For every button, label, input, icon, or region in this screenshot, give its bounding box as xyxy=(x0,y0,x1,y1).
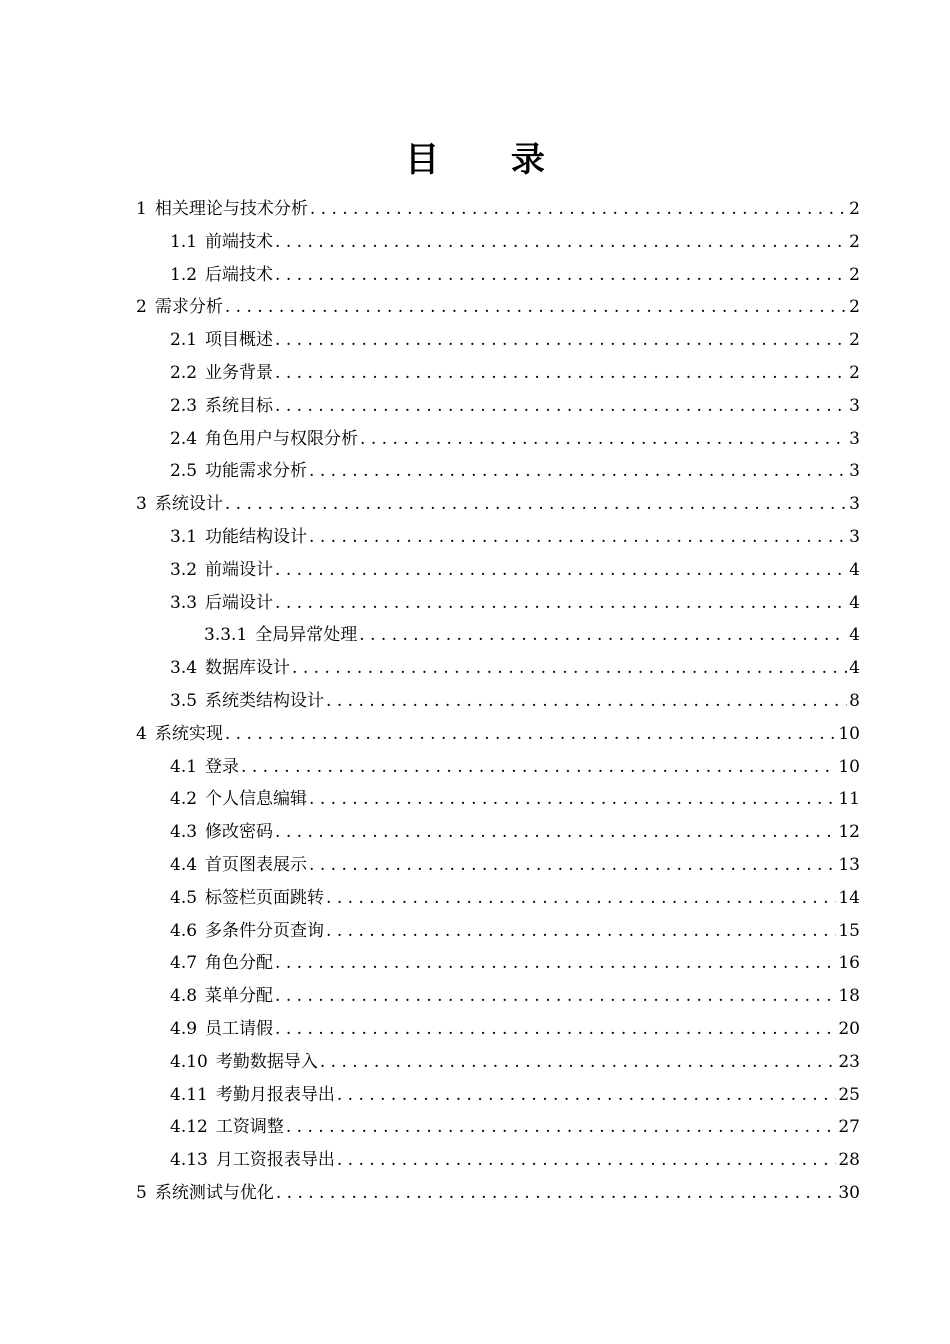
toc-dot-leader xyxy=(275,816,836,849)
toc-entry-title: 前端技术 xyxy=(205,231,274,252)
toc-entry-title: 数据库设计 xyxy=(205,658,291,679)
toc-entry-title: 业务背景 xyxy=(205,363,274,383)
toc-entry-title: 相关理论与技术分析 xyxy=(154,199,308,219)
toc-dot-leader xyxy=(276,1177,837,1210)
toc-entry-page-number: 12 xyxy=(838,822,860,843)
toc-entry-title: 系统类结构设计 xyxy=(205,691,325,711)
toc-dot-leader xyxy=(275,324,847,357)
toc-dot-leader xyxy=(275,947,836,980)
toc-dot-leader xyxy=(359,619,847,652)
toc-entry-page-number: 2 xyxy=(849,231,860,252)
toc-entry-number: 4.10 xyxy=(170,1051,208,1072)
toc-entry[interactable] xyxy=(204,619,860,652)
toc-entry-number: 4.11 xyxy=(170,1084,208,1105)
toc-entry[interactable] xyxy=(170,423,860,456)
toc-entry-number: 3.1 xyxy=(170,527,198,547)
toc-entry[interactable] xyxy=(170,1079,860,1112)
toc-entry-title: 考勤月报表导出 xyxy=(215,1084,335,1105)
toc-entry[interactable] xyxy=(170,849,860,882)
toc-entry-title: 标签栏页面跳转 xyxy=(205,887,325,908)
toc-dot-leader xyxy=(309,521,847,554)
toc-entry-title: 修改密码 xyxy=(205,822,274,843)
toc-entry[interactable] xyxy=(170,947,860,980)
toc-entry-page-number: 14 xyxy=(838,887,860,908)
toc-entry-title: 角色分配 xyxy=(205,953,274,974)
toc-entry-title: 系统测试与优化 xyxy=(154,1183,274,1203)
toc-entry-title: 菜单分配 xyxy=(205,986,274,1007)
toc-entry-title: 员工请假 xyxy=(205,1019,274,1039)
toc-dot-leader xyxy=(360,423,847,456)
toc-dot-leader xyxy=(275,390,847,423)
toc-entry[interactable] xyxy=(170,816,860,849)
toc-entry[interactable] xyxy=(170,685,860,718)
toc-entry-page-number: 3 xyxy=(849,461,860,482)
toc-dot-leader xyxy=(241,751,836,784)
toc-entry-number: 5 xyxy=(136,1183,147,1203)
toc-entry-number: 1.1 xyxy=(170,231,198,252)
toc-entry[interactable] xyxy=(170,1013,860,1046)
toc-entry-title: 系统目标 xyxy=(205,395,274,416)
toc-dot-leader xyxy=(326,915,836,948)
toc-entry-title: 考勤数据导入 xyxy=(215,1051,318,1072)
toc-dot-leader xyxy=(309,455,847,488)
toc-entry-number: 1.2 xyxy=(170,264,198,285)
toc-entry-number: 1 xyxy=(136,199,147,219)
toc-entry[interactable] xyxy=(170,915,860,948)
toc-dot-leader xyxy=(286,1111,837,1144)
toc-entry[interactable] xyxy=(170,980,860,1013)
toc-entry[interactable] xyxy=(170,554,860,587)
toc-dot-leader xyxy=(225,718,837,751)
toc-entry-page-number: 10 xyxy=(838,723,860,744)
toc-entry[interactable] xyxy=(170,751,860,784)
toc-dot-leader xyxy=(275,587,847,620)
toc-entry-page-number: 27 xyxy=(838,1117,860,1138)
toc-entry-page-number: 10 xyxy=(838,756,860,777)
toc-entry-number: 4.2 xyxy=(170,789,198,810)
toc-entry-number: 2.4 xyxy=(170,428,198,449)
toc-entry[interactable] xyxy=(170,259,860,292)
toc-entry-title: 系统设计 xyxy=(154,494,223,515)
toc-entry-number: 4.1 xyxy=(170,756,198,777)
toc-dot-leader xyxy=(337,1079,837,1112)
toc-entry[interactable] xyxy=(170,882,860,915)
toc-dot-leader xyxy=(310,193,847,226)
toc-entry[interactable] xyxy=(170,587,860,620)
toc-entry-page-number: 2 xyxy=(849,330,860,351)
toc-dot-leader xyxy=(292,652,847,685)
toc-entry-number: 2.5 xyxy=(170,461,198,482)
toc-entry-page-number: 11 xyxy=(838,789,860,810)
toc-entry-page-number: 30 xyxy=(838,1183,860,1203)
toc-entry-number: 3.2 xyxy=(170,559,198,580)
toc-title: 目 录 xyxy=(405,140,575,180)
toc-entry-page-number: 16 xyxy=(838,953,860,974)
toc-entry[interactable] xyxy=(170,455,860,488)
toc-entry[interactable] xyxy=(136,1177,860,1210)
toc-entry-title: 多条件分页查询 xyxy=(205,920,325,941)
toc-entry-number: 3.3 xyxy=(170,592,198,613)
toc-dot-leader xyxy=(337,1144,837,1177)
toc-dot-leader xyxy=(320,1046,837,1079)
toc-entry-number: 4.7 xyxy=(170,953,198,974)
toc-entry-title: 需求分析 xyxy=(154,297,223,318)
toc-entry-title: 后端设计 xyxy=(205,592,274,613)
toc-entry[interactable] xyxy=(136,291,860,324)
toc-entry-page-number: 13 xyxy=(838,855,860,875)
toc-entry[interactable] xyxy=(136,488,860,521)
toc-entry[interactable] xyxy=(170,357,860,390)
toc-entry-number: 4.5 xyxy=(170,887,198,908)
toc-entry-number: 3 xyxy=(136,494,147,515)
toc-entry-page-number: 8 xyxy=(849,691,860,711)
toc-entry-page-number: 2 xyxy=(849,297,860,318)
toc-entry-number: 4.4 xyxy=(170,855,198,875)
toc-entry[interactable] xyxy=(136,718,860,751)
toc-entry-number: 4.6 xyxy=(170,920,198,941)
toc-entry-title: 登录 xyxy=(205,756,240,777)
toc-entry-title: 首页图表展示 xyxy=(205,855,308,875)
toc-dot-leader xyxy=(326,685,847,718)
toc-entry-title: 功能需求分析 xyxy=(205,461,308,482)
toc-dot-leader xyxy=(225,291,847,324)
toc-entry-page-number: 15 xyxy=(838,920,860,941)
toc-entry-number: 3.3.1 xyxy=(204,625,248,646)
toc-entry[interactable] xyxy=(170,652,860,685)
toc-entry-page-number: 4 xyxy=(849,625,860,646)
toc-dot-leader xyxy=(309,849,836,882)
toc-entry[interactable] xyxy=(170,1144,860,1177)
toc-entry[interactable] xyxy=(170,783,860,816)
toc-entry-page-number: 4 xyxy=(849,658,860,679)
toc-entry-number: 2.2 xyxy=(170,363,198,383)
toc-entry-title: 月工资报表导出 xyxy=(215,1150,335,1171)
toc-dot-leader xyxy=(275,357,847,390)
toc-dot-leader xyxy=(275,980,836,1013)
toc-entry-page-number: 2 xyxy=(849,199,860,219)
toc-entry-number: 2 xyxy=(136,297,147,318)
toc-dot-leader xyxy=(275,259,847,292)
toc-dot-leader xyxy=(225,488,847,521)
toc-entry-page-number: 28 xyxy=(838,1150,860,1171)
toc-entry-page-number: 4 xyxy=(849,592,860,613)
toc-entry-page-number: 3 xyxy=(849,527,860,547)
toc-entry-page-number: 3 xyxy=(849,395,860,416)
toc-entry-title: 系统实现 xyxy=(154,723,223,744)
toc-entry-number: 3.5 xyxy=(170,691,198,711)
toc-entry-number: 4.13 xyxy=(170,1150,208,1171)
toc-entry[interactable] xyxy=(170,521,860,554)
toc-dot-leader xyxy=(275,1013,836,1046)
toc-entry-title: 角色用户与权限分析 xyxy=(205,428,359,449)
toc-entry-title: 后端技术 xyxy=(205,264,274,285)
toc-entry[interactable] xyxy=(136,193,860,226)
toc-entry-number: 4.3 xyxy=(170,822,198,843)
toc-entry-number: 4 xyxy=(136,723,147,744)
toc-entry-page-number: 18 xyxy=(838,986,860,1007)
toc-entry-title: 前端设计 xyxy=(205,559,274,580)
toc-entry[interactable] xyxy=(170,226,860,259)
toc-entry-page-number: 20 xyxy=(838,1019,860,1039)
toc-entry-title: 项目概述 xyxy=(205,330,274,351)
toc-dot-leader xyxy=(326,882,836,915)
toc-entry-page-number: 3 xyxy=(849,428,860,449)
toc-dot-leader xyxy=(309,783,836,816)
toc-entry[interactable] xyxy=(170,1046,860,1079)
toc-entry-page-number: 4 xyxy=(849,559,860,580)
toc-entry-page-number: 2 xyxy=(849,363,860,383)
toc-entry-title: 工资调整 xyxy=(215,1117,284,1138)
toc-entry-page-number: 2 xyxy=(849,264,860,285)
toc-entry[interactable] xyxy=(170,1111,860,1144)
toc-entry-number: 4.12 xyxy=(170,1117,208,1138)
toc-entry-number: 4.8 xyxy=(170,986,198,1007)
toc-entry-page-number: 23 xyxy=(838,1051,860,1072)
toc-entry-number: 4.9 xyxy=(170,1019,198,1039)
toc-entry-page-number: 3 xyxy=(849,494,860,515)
toc-entry-number: 2.3 xyxy=(170,395,198,416)
toc-entry-page-number: 25 xyxy=(838,1084,860,1105)
toc-entry-title: 功能结构设计 xyxy=(205,527,308,547)
toc-entry[interactable] xyxy=(170,390,860,423)
toc-dot-leader xyxy=(275,554,847,587)
toc-dot-leader xyxy=(275,226,847,259)
toc-entry-number: 3.4 xyxy=(170,658,198,679)
toc-entry-number: 2.1 xyxy=(170,330,198,351)
toc-entry-title: 全局异常处理 xyxy=(255,625,358,646)
toc-entry-title: 个人信息编辑 xyxy=(205,789,308,810)
toc-entry[interactable] xyxy=(170,324,860,357)
